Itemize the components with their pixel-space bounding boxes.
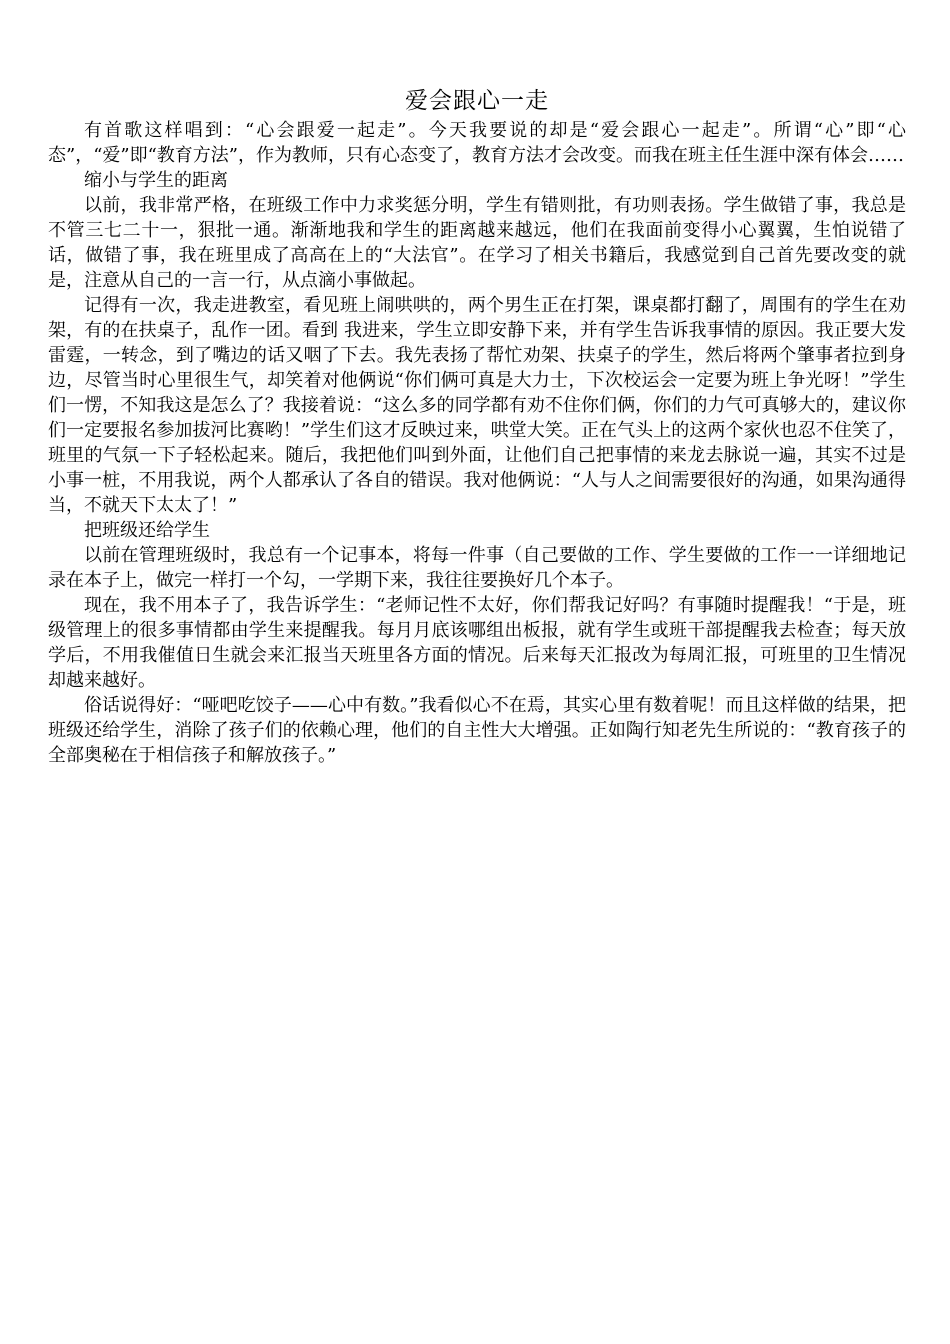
section-heading-1: 缩小与学生的距离 [84, 170, 228, 191]
document-title: 爱会跟心一走 [405, 88, 549, 114]
intro-paragraph: 有首歌这样唱到：“心会跟爱一起走”。今天我要说的却是“爱会跟心一起走”。所谓“心”即“心态”，“爱”即“教育方法”，作为教师，只有心态变了，教育方法才会改变。而我在班主任生涯中深有体会…… [48, 120, 906, 166]
section2-paragraph-3: 俗话说得好：“哑吧吃饺子——心中有数。”我看似心不在焉，其实心里有数着呢！而且这样做的结果，把班级还给学生，消除了孩子们的依赖心理，他们的自主性大大增强。正如陶行知老先生所说的：“教育孩子的全部奥秘在于相信孩子和解放孩子。” [48, 695, 906, 766]
section1-paragraph-2: 记得有一次，我走进教室，看见班上闹哄哄的，两个男生正在打架，课桌都打翻了，周围有的学生在劝架，有的在扶桌子，乱作一团。看到 我进来，学生立即安静下来，并有学生告诉我事情的原因。我正要大发雷霆，一转念，到了嘴边的话又咽了下去。我先表扬了帮忙劝架、扶桌子的学生，然后将两个肇事者拉到身边，尽管当时心里很生气，却笑着对他俩说“你们俩可真是大力士，下次校运会一定要为班上争光呀！”学生们一愣，不知我这是怎么了？我接着说：“这么多的同学都有劝不住你们俩，你们的力气可真够大的，建议你们一定要报名参加拔河比赛哟！”学生们这才反映过来，哄堂大笑。正在气头上的这两个家伙也忍不住笑了，班里的气氛一下子轻松起来。随后，我把他们叫到外面，让他们自己把事情的来龙去脉说一遍，其实不过是小事一桩，不用我说，两个人都承认了各自的错误。我对他俩说：“人与人之间需要很好的沟通，如果沟通得当，不就天下太太了！” [48, 295, 906, 516]
section2-paragraph-2: 现在，我不用本子了，我告诉学生：“老师记性不太好，你们帮我记好吗？有事随时提醒我！“于是，班级管理上的很多事情都由学生来提醒我。每月月底该哪组出板报，就有学生或班干部提醒我去检查；每天放学后，不用我催值日生就会来汇报当天班里各方面的情况。后来每天汇报改为每周汇报，可班里的卫生情况却越来越好。 [48, 595, 906, 691]
section2-paragraph-1: 以前在管理班级时，我总有一个记事本，将每一件事（自己要做的工作、学生要做的工作一一详细地记录在本子上，做完一样打一个勾，一学期下来，我往往要换好几个本子。 [48, 545, 906, 591]
section-heading-2: 把班级还给学生 [84, 520, 210, 541]
section1-paragraph-1: 以前，我非常严格，在班级工作中力求奖惩分明，学生有错则批，有功则表扬。学生做错了事，我总是不管三七二十一，狠批一通。渐渐地我和学生的距离越来越远，他们在我面前变得小心翼翼，生怕说错了话，做错了事，我在班里成了高高在上的“大法官”。在学习了相关书籍后，我感觉到自己首先要改变的就是，注意从自己的一言一行，从点滴小事做起。 [48, 195, 906, 291]
document-body [48, 84, 906, 768]
